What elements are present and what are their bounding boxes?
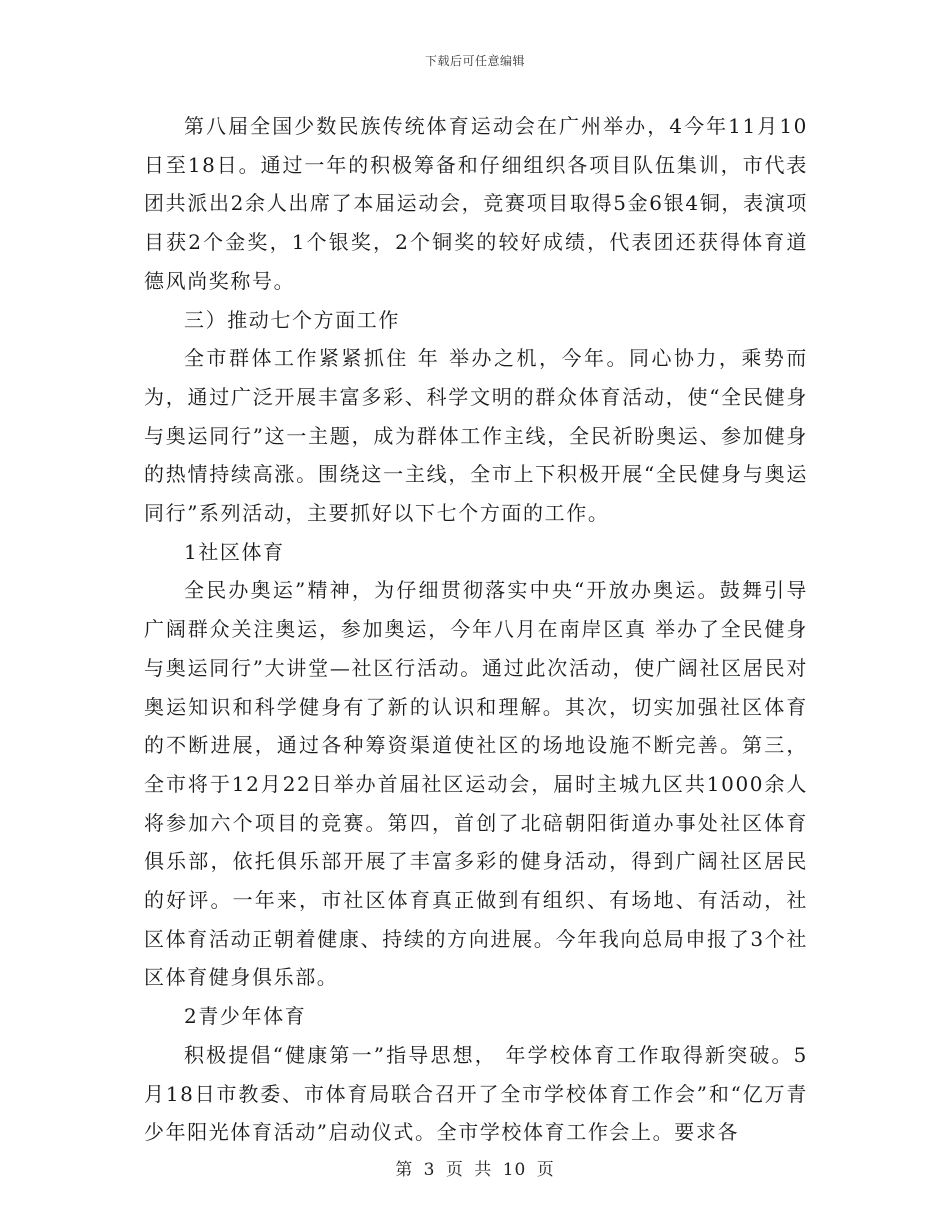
- section-heading-seven-aspects: 三）推动七个方面工作: [184, 307, 400, 332]
- page-header: 下载后可任意编辑: [424, 54, 525, 68]
- section-heading-youth-sports: 2青少年体育: [184, 1004, 307, 1029]
- page-number-footer: 第 3 页 共 10 页: [395, 1160, 555, 1180]
- paragraph-mass-sports: 全市群体工作紧紧抓住 年 举办之机，今年。同心协力，乘势而为，通过广泛开展丰富多彩、科学文明的群众体育活动，使“全民健身与奥运同行”这一主题，成为群体工作主线，全民祈盼奥运、参加健身的热情持续高涨。围绕这一主线，全市上下积极开展“全民健身与奥运同行”系列活动，主要抓好以下七个方面的工作。: [144, 346, 808, 526]
- document-body: [144, 107, 808, 1152]
- paragraph-sports-games: 第八届全国少数民族传统体育运动会在广州举办，4今年11月10日至18日。通过一年的积极筹备和仔细组织各项目队伍集训，市代表团共派出2余人出席了本届运动会，竞赛项目取得5金6银4铜，表演项目获2个金奖，1个银奖，2个铜奖的较好成绩，代表团还获得体育道德风尚奖称号。: [144, 114, 808, 293]
- paragraph-community-sports: 全民办奥运”精神，为仔细贯彻落实中央“开放办奥运。鼓舞引导广阔群众关注奥运，参加奥运，今年八月在南岸区真 举办了全民健身与奥运同行”大讲堂—社区行活动。通过此次活动，使广阔社区居民对奥运知识和科学健身有了新的认识和理解。其次，切实加强社区体育的不断进展，通过各种筹资渠道使社区的场地设施不断完善。第三，全市将于12月22日举办首届社区运动会，届时主城九区共1000余人将参加六个项目的竞赛。第四，首创了北碚朝阳街道办事处社区体育俱乐部，依托俱乐部开展了丰富多彩的健身活动，得到广阔社区居民的好评。一年来，市社区体育真正做到有组织、有场地、有活动，社区体育活动正朝着健康、持续的方向进展。今年我向总局申报了3个社区体育健身俱乐部。: [144, 578, 808, 990]
- paragraph-youth-sports: 积极提倡“健康第一”指导思想， 年学校体育工作取得新突破。5月18日市教委、市体育局联合召开了全市学校体育工作会”和“亿万青少年阳光体育活动”启动仪式。全市学校体育工作会上。要求各: [144, 1042, 808, 1145]
- section-heading-community-sports: 1社区体育: [184, 539, 285, 564]
